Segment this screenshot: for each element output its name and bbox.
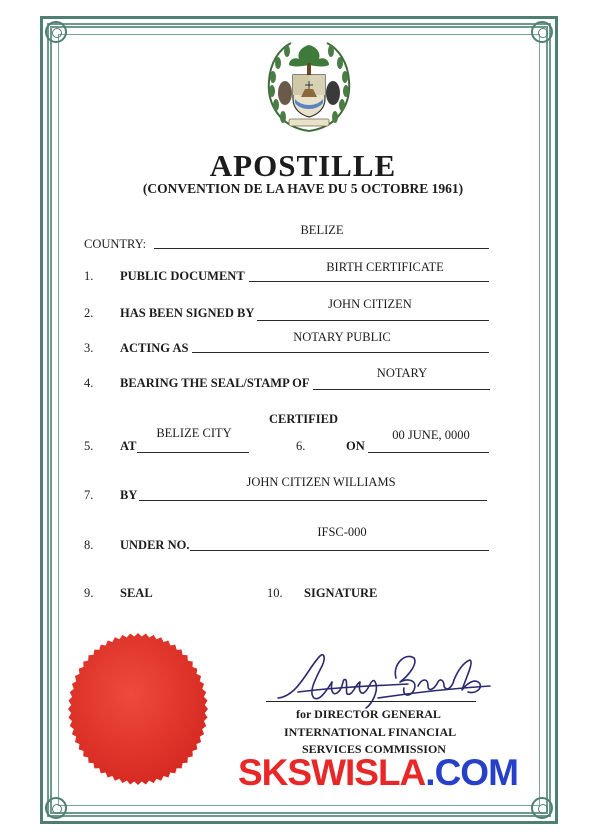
seal-stamp-line bbox=[313, 389, 490, 390]
signature-label: SIGNATURE bbox=[304, 586, 378, 600]
signed-by-line bbox=[257, 320, 489, 321]
public-document-value: BIRTH CERTIFICATE bbox=[326, 260, 444, 274]
public-document-label: PUBLIC DOCUMENT bbox=[120, 269, 245, 283]
item-number: 8. bbox=[84, 538, 94, 552]
seal-stamp-value: NOTARY bbox=[376, 366, 428, 380]
on-line bbox=[368, 452, 489, 453]
country-line bbox=[154, 248, 489, 249]
country-value: BELIZE bbox=[300, 223, 344, 237]
watermark-dot: . bbox=[425, 752, 435, 793]
seal-stamp-label: BEARING THE SEAL/STAMP OF bbox=[120, 376, 310, 390]
on-value: 00 JUNE, 0000 bbox=[392, 428, 470, 442]
watermark-part-2: COM bbox=[434, 752, 518, 793]
acting-as-line bbox=[192, 352, 489, 353]
on-label: ON bbox=[346, 439, 365, 453]
acting-as-label: ACTING AS bbox=[120, 341, 189, 355]
under-no-line bbox=[190, 550, 489, 551]
country-label: COUNTRY: bbox=[84, 237, 147, 251]
by-value: JOHN CITIZEN WILLIAMS bbox=[246, 475, 396, 489]
signatory-line-1: for DIRECTOR GENERAL bbox=[296, 707, 441, 721]
corner-ornament bbox=[45, 797, 67, 819]
watermark bbox=[238, 752, 518, 794]
by-line bbox=[139, 500, 487, 501]
belize-coat-of-arms-icon bbox=[265, 37, 353, 135]
item-number: 1. bbox=[84, 269, 94, 283]
corner-ornament bbox=[45, 21, 67, 43]
signature-line bbox=[266, 701, 476, 702]
item-number: 10. bbox=[267, 586, 283, 600]
signatory-line-2: INTERNATIONAL FINANCIAL bbox=[284, 725, 457, 739]
under-no-label: UNDER NO. bbox=[120, 538, 190, 552]
red-wax-seal-icon bbox=[66, 631, 210, 787]
at-line bbox=[137, 452, 249, 453]
acting-as-value: NOTARY PUBLIC bbox=[293, 330, 391, 344]
signed-by-label: HAS BEEN SIGNED BY bbox=[120, 306, 255, 320]
item-number: 7. bbox=[84, 488, 94, 502]
signatory-line-3: SERVICES COMMISSION bbox=[302, 742, 446, 756]
seal-body bbox=[68, 633, 208, 785]
seal-label: SEAL bbox=[120, 586, 153, 600]
page-title: APOSTILLE bbox=[209, 148, 397, 183]
item-number: 6. bbox=[296, 439, 306, 453]
item-number: 4. bbox=[84, 376, 94, 390]
page-subtitle: (CONVENTION DE LA HAVE DU 5 OCTOBRE 1961) bbox=[142, 181, 464, 196]
item-number: 5. bbox=[84, 439, 94, 453]
at-value: BELIZE CITY bbox=[156, 426, 232, 440]
under-no-value: IFSC-000 bbox=[317, 525, 367, 539]
public-document-line bbox=[249, 281, 489, 282]
item-number: 2. bbox=[84, 306, 94, 320]
by-label: BY bbox=[120, 488, 138, 502]
watermark-part-1: SKSWISLA bbox=[238, 752, 426, 793]
signed-by-value: JOHN CITIZEN bbox=[328, 297, 412, 311]
corner-ornament bbox=[531, 797, 553, 819]
at-label: AT bbox=[120, 439, 137, 453]
item-number: 9. bbox=[84, 586, 94, 600]
corner-ornament bbox=[531, 21, 553, 43]
item-number: 3. bbox=[84, 341, 94, 355]
certified-heading: CERTIFIED bbox=[269, 412, 339, 426]
